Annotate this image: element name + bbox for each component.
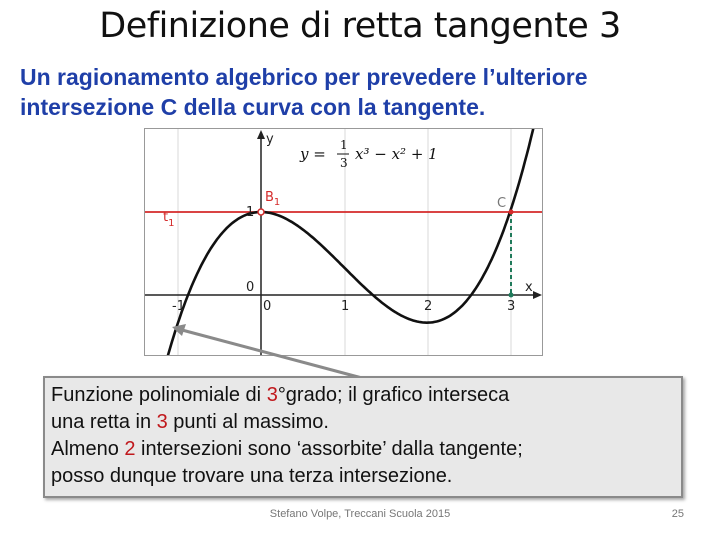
callout-line-2: una retta in 3 punti al massimo.	[51, 411, 329, 433]
footer-credit: Stefano Volpe, Treccani Scuola 2015	[269, 508, 451, 520]
highlight-number: 3	[266, 384, 278, 406]
point-b-label: $B_1$	[265, 190, 281, 208]
highlight-number: 2	[124, 438, 136, 460]
function-graph	[144, 128, 543, 356]
fraction-denominator: 3	[340, 156, 348, 170]
tick-label-x3: 3	[507, 299, 516, 314]
y-axis-arrow-icon	[257, 130, 265, 139]
tick-label-xm1: -1	[172, 299, 185, 314]
subtitle-line-1: Un ragionamento algebrico per prevedere l’ulteriore	[20, 64, 588, 90]
equation-prefix: y =	[300, 145, 326, 163]
explanation-box	[43, 376, 683, 498]
slide-title: Definizione di retta tangente 3	[99, 6, 621, 46]
graph-svg	[145, 129, 542, 355]
tick-label-y1: 1	[246, 205, 255, 220]
equation-rest: x³ − x² + 1	[355, 145, 438, 163]
callout-line-3: Almeno 2 intersezioni sono ‘assorbite’ dalla tangente;	[51, 438, 523, 460]
point-c	[509, 210, 514, 215]
callout-line-4: posso dunque trovare una terza intersezione.	[51, 465, 453, 487]
point-b1	[258, 209, 264, 215]
point-x3	[509, 293, 514, 298]
x-axis-label: x	[525, 280, 533, 295]
slide-subtitle	[20, 62, 720, 122]
tick-label-x0: 0	[263, 299, 272, 314]
fraction-numerator: 1	[340, 138, 348, 152]
x-axis-arrow-icon	[533, 291, 542, 299]
page-number: 25	[671, 508, 684, 520]
equation	[299, 138, 438, 170]
tangent-label: $t_1$	[163, 210, 175, 229]
origin-label: 0	[246, 280, 255, 295]
tick-label-x2: 2	[424, 299, 433, 314]
highlight-number: 3	[156, 411, 168, 433]
callout-line-1: Funzione polinomiale di 3°grado; il grafico interseca	[51, 384, 510, 406]
y-axis-label: y	[266, 132, 274, 147]
subtitle-line-2: intersezione C della curva con la tangente.	[20, 94, 486, 120]
tick-label-x1: 1	[341, 299, 350, 314]
point-c-label: C	[497, 196, 507, 211]
